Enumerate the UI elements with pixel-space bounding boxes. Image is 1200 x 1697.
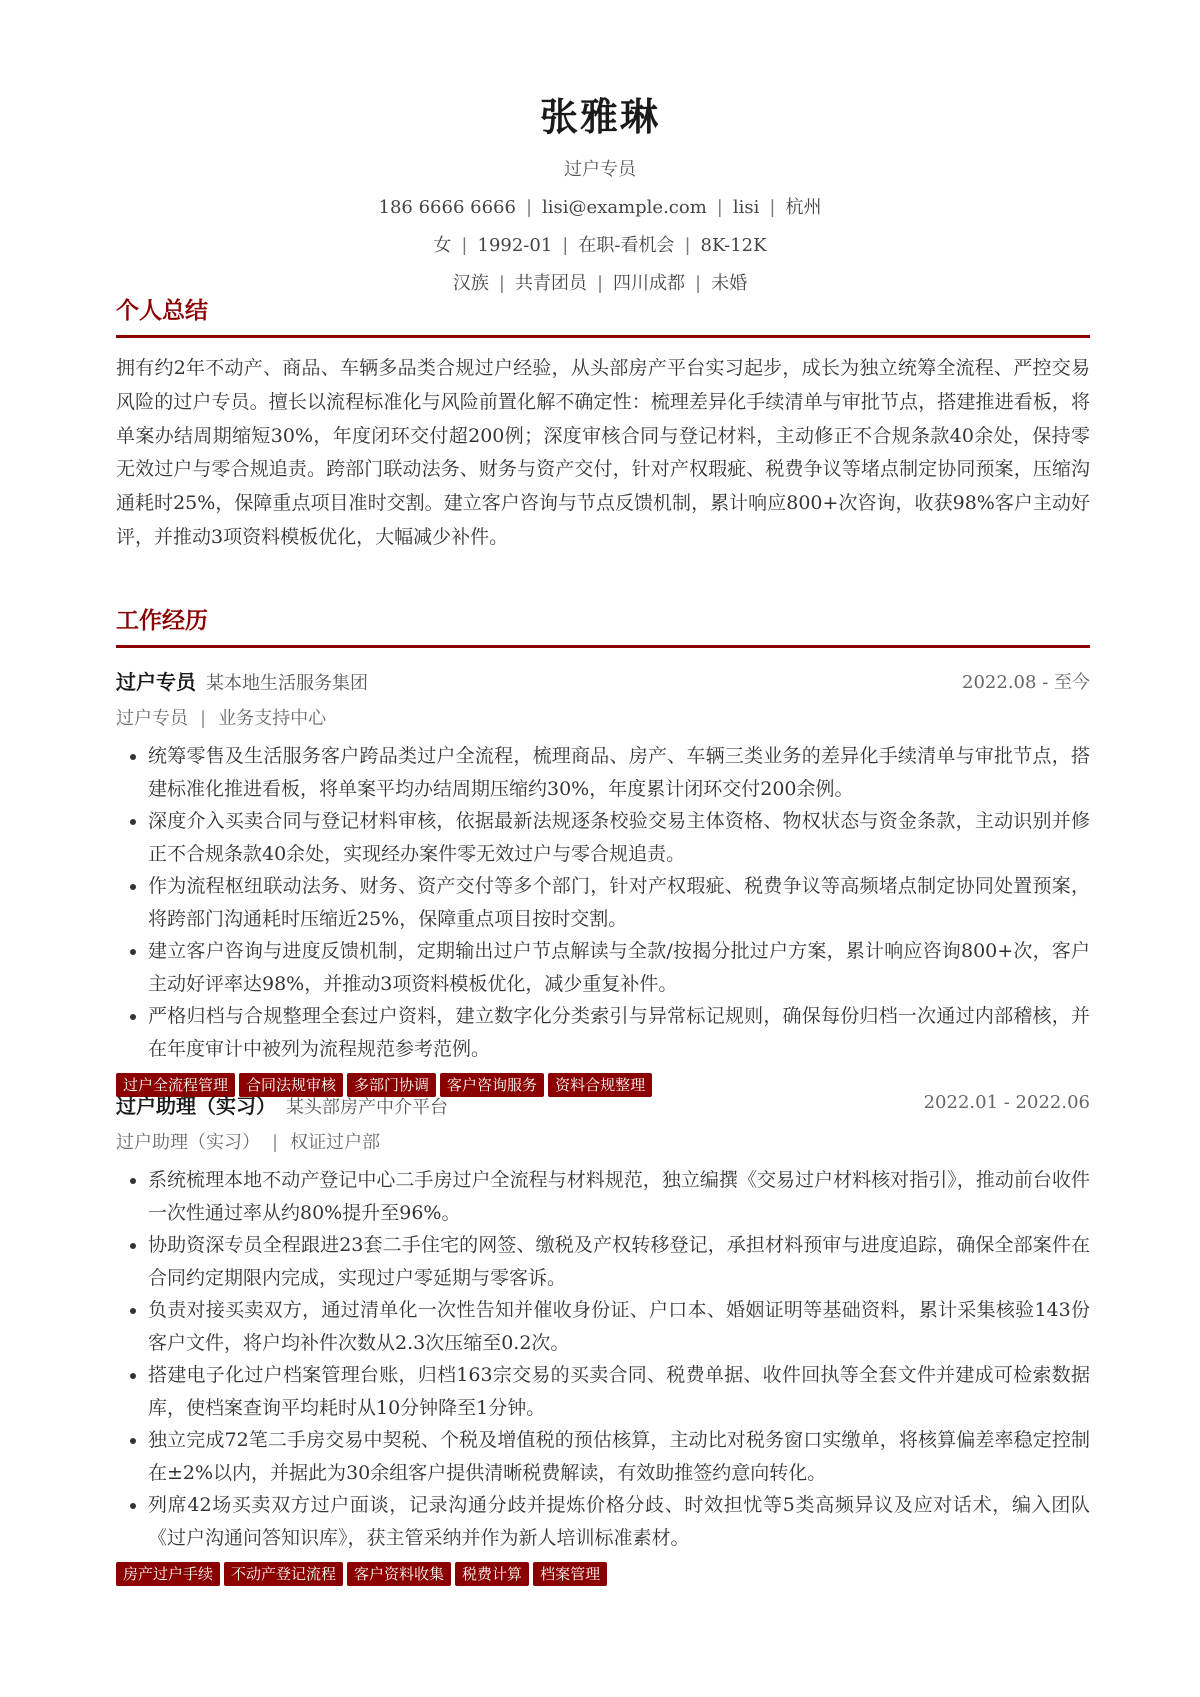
separator: | (769, 197, 776, 218)
skill-tag: 多部门协调 (347, 1073, 436, 1097)
job-date: 2022.01 - 2022.06 (923, 1092, 1090, 1113)
city: 杭州 (785, 197, 822, 218)
position-name: 过户助理（实习） (116, 1132, 260, 1153)
political-status: 共青团员 (514, 273, 587, 294)
separator: | (596, 273, 604, 294)
email: lisi@example.com (542, 197, 707, 218)
company-name: 某本地生活服务集团 (206, 673, 368, 694)
list-item: • 负责对接买卖双方，通过清单化一次性告知并催收身份证、户口本、婚姻证明等基础资料，累计采集核验143份客户文件，将户均补件次数从2.3次压缩至0.2次。 (148, 1294, 1090, 1359)
position-name: 过户专员 (116, 708, 188, 729)
company-name: 某头部房产中介平台 (286, 1097, 448, 1118)
birth-date: 1992-01 (477, 235, 553, 256)
contact-row (0, 196, 1200, 220)
list-item: • 严格归档与合规整理全套过户资料，建立数字化分类索引与异常标记规则，确保每份归档一次通过内部稽核，并在年度审计中被列为流程规范参考范例。 (148, 1000, 1090, 1065)
job-bullets (116, 740, 1090, 1065)
list-item: • 独立完成72笔二手房交易中契税、个税及增值税的预估核算，主动比对税务窗口实缴单，将核算偏差率稳定控制在±2%以内，并据此为30余组客户提供清晰税费解读，有效助推签约意向转化。 (148, 1424, 1090, 1489)
summary-section (116, 296, 1090, 555)
section-divider (116, 645, 1090, 648)
resume-header (0, 92, 1200, 296)
separator: | (716, 197, 723, 218)
list-item: • 作为流程枢纽联动法务、财务、资产交付等多个部门，针对产权瑕疵、税费争议等高频堵点制定协同处置预案，将跨部门沟通耗时压缩近25%，保障重点项目按时交割。 (148, 870, 1090, 935)
job-subtitle (116, 706, 1090, 732)
hometown: 四川成都 (613, 273, 686, 294)
department-name: 业务支持中心 (218, 708, 327, 729)
separator: | (562, 235, 569, 256)
skill-tags (116, 1562, 1090, 1586)
separator: | (272, 1132, 279, 1153)
separator: | (684, 235, 691, 256)
list-item: • 统筹零售及生活服务客户跨品类过户全流程，梳理商品、房产、车辆三类业务的差异化手续清单与审批节点，搭建标准化推进看板，将单案平均办结周期压缩约30%，年度累计闭环交付200余例。 (148, 740, 1090, 805)
separator: | (525, 197, 533, 218)
experience-heading: 工作经历 (116, 607, 208, 634)
list-item: • 列席42场买卖双方过户面谈，记录沟通分歧并提炼价格分歧、时效担忧等5类高频异议及应对话术，编入团队《过户沟通问答知识库》，获主管采纳并作为新人培训标准素材。 (148, 1489, 1090, 1554)
separator: | (461, 235, 468, 256)
gender: 女 (433, 235, 452, 256)
marital-status: 未婚 (711, 273, 748, 294)
experience-section (116, 606, 1090, 648)
ethnicity: 汉族 (452, 273, 489, 294)
skill-tag: 税费计算 (455, 1562, 529, 1586)
job-entry (116, 1090, 1090, 1586)
list-item: • 深度介入买卖合同与登记材料审核，依据最新法规逐条校验交易主体资格、物权状态与资金条款，主动识别并修正不合规条款40余处，实现经办案件零无效过户与零合规追责。 (148, 805, 1090, 870)
phone: 186 6666 6666 (378, 197, 516, 218)
job-role: 过户助理（实习） (116, 1094, 276, 1118)
separator: | (695, 273, 702, 294)
list-item: • 系统梳理本地不动产登记中心二手房过户全流程与材料规范，独立编撰《交易过户材料核对指引》，推动前台收件一次性通过率从约80%提升至96%。 (148, 1164, 1090, 1229)
job-status: 在职-看机会 (578, 235, 675, 256)
job-date: 2022.08 - 至今 (962, 672, 1090, 693)
job-role: 过户专员 (116, 670, 196, 694)
separator: | (498, 273, 505, 294)
summary-text: 拥有约2年不动产、商品、车辆多品类合规过户经验，从头部房产平台实习起步，成长为独立统筹全流程、严控交易风险的过户专员。擅长以流程标准化与风险前置化解不确定性：梳理差异化手续清单与审批节点，搭建推进看板，将单案办结周期缩短30%，年度闭环交付超200例；深度审核合同与登记材料，主动修正不合规条款40余处，保持零无效过户与零合规追责。跨部门联动法务、财务与资产交付，针对产权瑕疵、税费争议等堵点制定协同预案，压缩沟通耗时25%，保障重点项目准时交割。建立客户咨询与节点反馈机制，累计响应800+次咨询，收获98%客户主动好评，并推动3项资料模板优化，大幅减少补件。 (116, 357, 1090, 548)
department-name: 权证过户部 (290, 1132, 381, 1153)
salary: 8K-12K (700, 235, 767, 256)
personal-row (0, 234, 1200, 258)
job-header (116, 1090, 1090, 1118)
list-item: • 搭建电子化过户档案管理台账，归档163宗交易的买卖合同、税费单据、收件回执等全套文件并建成可检索数据库，使档案查询平均耗时从10分钟降至1分钟。 (148, 1359, 1090, 1424)
list-item: • 协助资深专员全程跟进23套二手住宅的网签、缴税及产权转移登记，承担材料预审与进度追踪，确保全部案件在合同约定期限内完成，实现过户零延期与零客诉。 (148, 1229, 1090, 1294)
list-item: • 建立客户咨询与进度反馈机制，定期输出过户节点解读与全款/按揭分批过户方案，累计响应咨询800+次，客户主动好评率达98%，并推动3项资料模板优化，减少重复补件。 (148, 935, 1090, 1000)
candidate-name: 张雅琳 (539, 94, 660, 139)
job-subtitle (116, 1130, 1090, 1156)
skill-tag: 客户咨询服务 (440, 1073, 544, 1097)
section-divider (116, 335, 1090, 338)
job-bullets (116, 1164, 1090, 1554)
skill-tag: 档案管理 (533, 1562, 607, 1586)
skill-tag: 资料合规整理 (548, 1073, 652, 1097)
job-header (116, 666, 1090, 694)
job-entry (116, 666, 1090, 1097)
skill-tag: 房产过户手续 (116, 1562, 220, 1586)
candidate-title: 过户专员 (564, 159, 636, 180)
skill-tag: 客户资料收集 (347, 1562, 451, 1586)
background-row (0, 272, 1200, 296)
skill-tag: 不动产登记流程 (224, 1562, 343, 1586)
summary-heading: 个人总结 (116, 297, 208, 324)
separator: | (200, 708, 207, 729)
skill-tag: 合同法规审核 (239, 1073, 343, 1097)
wechat: lisi (732, 197, 760, 218)
skill-tag: 过户全流程管理 (116, 1073, 235, 1097)
